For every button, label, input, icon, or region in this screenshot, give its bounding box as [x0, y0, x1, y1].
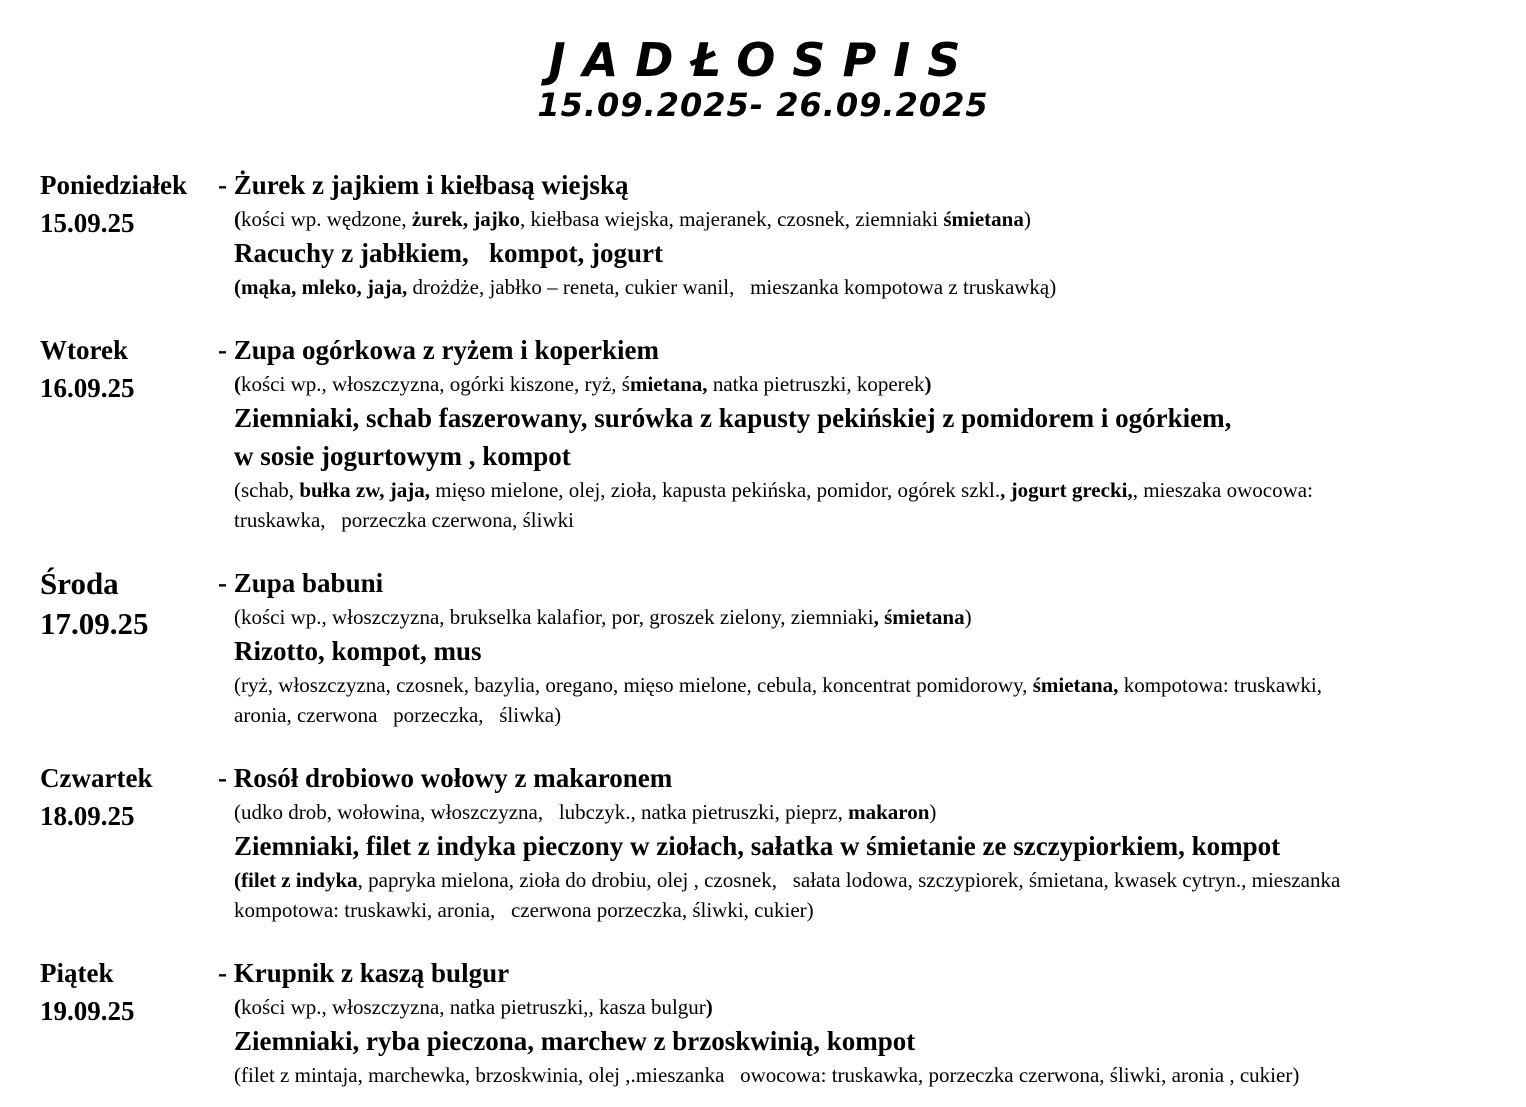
dish-line — [218, 331, 1486, 369]
dish-line — [218, 1022, 1486, 1060]
text-segment: (filet z mintaja, marchewka, brzoskwinia, olej ,.mieszanka owocowa: truskawka, porzeczka czerwona, śliwki, aronia , cukier) — [234, 1062, 1300, 1087]
ingredients-line — [218, 204, 1486, 234]
text-segment: w sosie jogurtowym , kompot — [234, 440, 571, 471]
dish-line — [218, 564, 1486, 602]
text-segment: ) — [964, 604, 972, 629]
text-segment: kompotowa: truskawki, aronia, czerwona porzeczka, śliwki, cukier) — [234, 897, 814, 922]
text-segment: mietana, — [629, 371, 708, 396]
ingredients-line — [218, 797, 1486, 827]
dish-line — [218, 954, 1486, 992]
text-segment: ( — [234, 371, 241, 396]
dish-line — [218, 632, 1486, 670]
text-segment: bułka zw, jaja, — [299, 477, 430, 502]
text-segment: - Rosół drobiowo wołowy z makaronem — [218, 762, 673, 793]
day-date: 16.09.25 — [40, 372, 135, 403]
text-segment: aronia, czerwona porzeczka, śliwka) — [234, 702, 562, 727]
day-date: 17.09.25 — [40, 605, 149, 641]
day-name: Piątek — [40, 957, 114, 988]
text-segment: , mieszaka owocowa: — [1132, 477, 1313, 502]
text-segment: Ziemniaki, ryba pieczona, marchew z brzoskwinią, kompot — [234, 1025, 916, 1056]
day-name: Poniedziałek — [40, 169, 187, 200]
ingredients-line — [218, 369, 1486, 399]
text-segment: - Żurek z jajkiem i kiełbasą wiejską — [218, 169, 629, 200]
day-content — [218, 564, 1486, 730]
text-segment: ) — [705, 994, 713, 1019]
text-segment: ( — [234, 206, 241, 231]
text-segment: Ziemniaki, filet z indyka pieczony w ziołach, sałatka w śmietanie ze szczypiorkiem, kompot — [234, 830, 1281, 861]
day-section — [40, 759, 1486, 925]
day-content — [218, 166, 1486, 302]
date-range: 15.09.2025- 26.09.2025 — [537, 85, 989, 124]
text-segment: (udko drob, wołowina, włoszczyzna, lubczyk., natka pietruszki, pieprz, — [234, 799, 849, 824]
day-label — [40, 759, 218, 925]
text-segment: Ziemniaki, schab faszerowany, surówka z kapusty pekińskiej z pomidorem i ogórkiem, — [234, 402, 1232, 433]
text-segment: (schab, — [234, 477, 300, 502]
ingredients-line — [218, 670, 1486, 700]
document-header — [40, 34, 1486, 124]
ingredients-line — [218, 602, 1486, 632]
day-section — [40, 166, 1486, 302]
text-segment: , jogurt grecki, — [1000, 477, 1133, 502]
day-section — [40, 564, 1486, 730]
text-segment: kości wp., włoszczyzna, natka pietruszki,, kasza bulgur — [241, 994, 706, 1019]
day-content — [218, 759, 1486, 925]
text-segment: ) — [924, 371, 932, 396]
day-date: 18.09.25 — [40, 800, 135, 831]
day-label — [40, 166, 218, 302]
text-segment: makaron — [848, 799, 930, 824]
text-segment: śmietana, — [1032, 672, 1119, 697]
day-content — [218, 331, 1486, 535]
ingredients-line — [218, 992, 1486, 1022]
text-segment: , kiełbasa wiejska, majeranek, czosnek, ziemniaki — [519, 206, 944, 231]
day-label — [40, 564, 218, 730]
text-segment: natka pietruszki, koperek — [707, 371, 925, 396]
text-segment: mięso mielone, olej, zioła, kapusta pekińska, pomidor, ogórek szkl. — [430, 477, 1001, 502]
dish-line — [218, 437, 1486, 475]
ingredients-line — [218, 505, 1486, 535]
day-date: 19.09.25 — [40, 995, 135, 1026]
text-segment: ) — [1023, 206, 1031, 231]
ingredients-line — [218, 1060, 1486, 1090]
day-date: 15.09.25 — [40, 207, 135, 238]
day-label — [40, 954, 218, 1090]
text-segment: (ryż, włoszczyzna, czosnek, bazylia, oregano, mięso mielone, cebula, koncentrat pomidorowy, — [234, 672, 1033, 697]
day-name: Środa — [40, 565, 119, 601]
text-segment: - Zupa ogórkowa z ryżem i koperkiem — [218, 334, 659, 365]
dish-line — [218, 827, 1486, 865]
text-segment: żurek, jajko — [411, 206, 520, 231]
dish-line — [218, 399, 1486, 437]
text-segment: , papryka mielona, zioła do drobiu, olej , czosnek, sałata lodowa, szczypiorek, śmietana, kwasek cytryn., mieszanka — [357, 867, 1341, 892]
text-segment: kości wp. wędzone, — [241, 206, 412, 231]
ingredients-line — [218, 475, 1486, 505]
day-name: Czwartek — [40, 762, 153, 793]
text-segment: - Krupnik z kaszą bulgur — [218, 957, 510, 988]
ingredients-line — [218, 700, 1486, 730]
text-segment: ) — [929, 799, 937, 824]
day-section — [40, 331, 1486, 535]
text-segment: śmietana — [943, 206, 1024, 231]
ingredients-line — [218, 895, 1486, 925]
day-section — [40, 954, 1486, 1090]
text-segment: - Zupa babuni — [218, 567, 384, 598]
day-name: Wtorek — [40, 334, 128, 365]
ingredients-line — [218, 865, 1486, 895]
menu-days — [40, 166, 1486, 1090]
page-title: JADŁOSPIS — [548, 33, 978, 87]
text-segment: kości wp., włoszczyzna, ogórki kiszone, ryż, ś — [241, 371, 630, 396]
text-segment: kompotowa: truskawki, — [1118, 672, 1322, 697]
dish-line — [218, 166, 1486, 204]
day-label — [40, 331, 218, 535]
text-segment: drożdże, jabłko – reneta, cukier wanil, mieszanka kompotowa z truskawką) — [407, 274, 1057, 299]
dish-line — [218, 234, 1486, 272]
day-content — [218, 954, 1486, 1090]
text-segment: (kości wp., włoszczyzna, brukselka kalafior, por, groszek zielony, ziemniaki — [234, 604, 874, 629]
text-segment: (filet z indyka — [234, 867, 358, 892]
text-segment: truskawka, porzeczka czerwona, śliwki — [234, 507, 574, 532]
text-segment: Rizotto, kompot, mus — [234, 635, 482, 666]
dish-line — [218, 759, 1486, 797]
text-segment: , śmietana — [873, 604, 965, 629]
ingredients-line — [218, 272, 1486, 302]
text-segment: ( — [234, 994, 241, 1019]
text-segment: Racuchy z jabłkiem, kompot, jogurt — [234, 237, 663, 268]
text-segment: (mąka, mleko, jaja, — [234, 274, 408, 299]
